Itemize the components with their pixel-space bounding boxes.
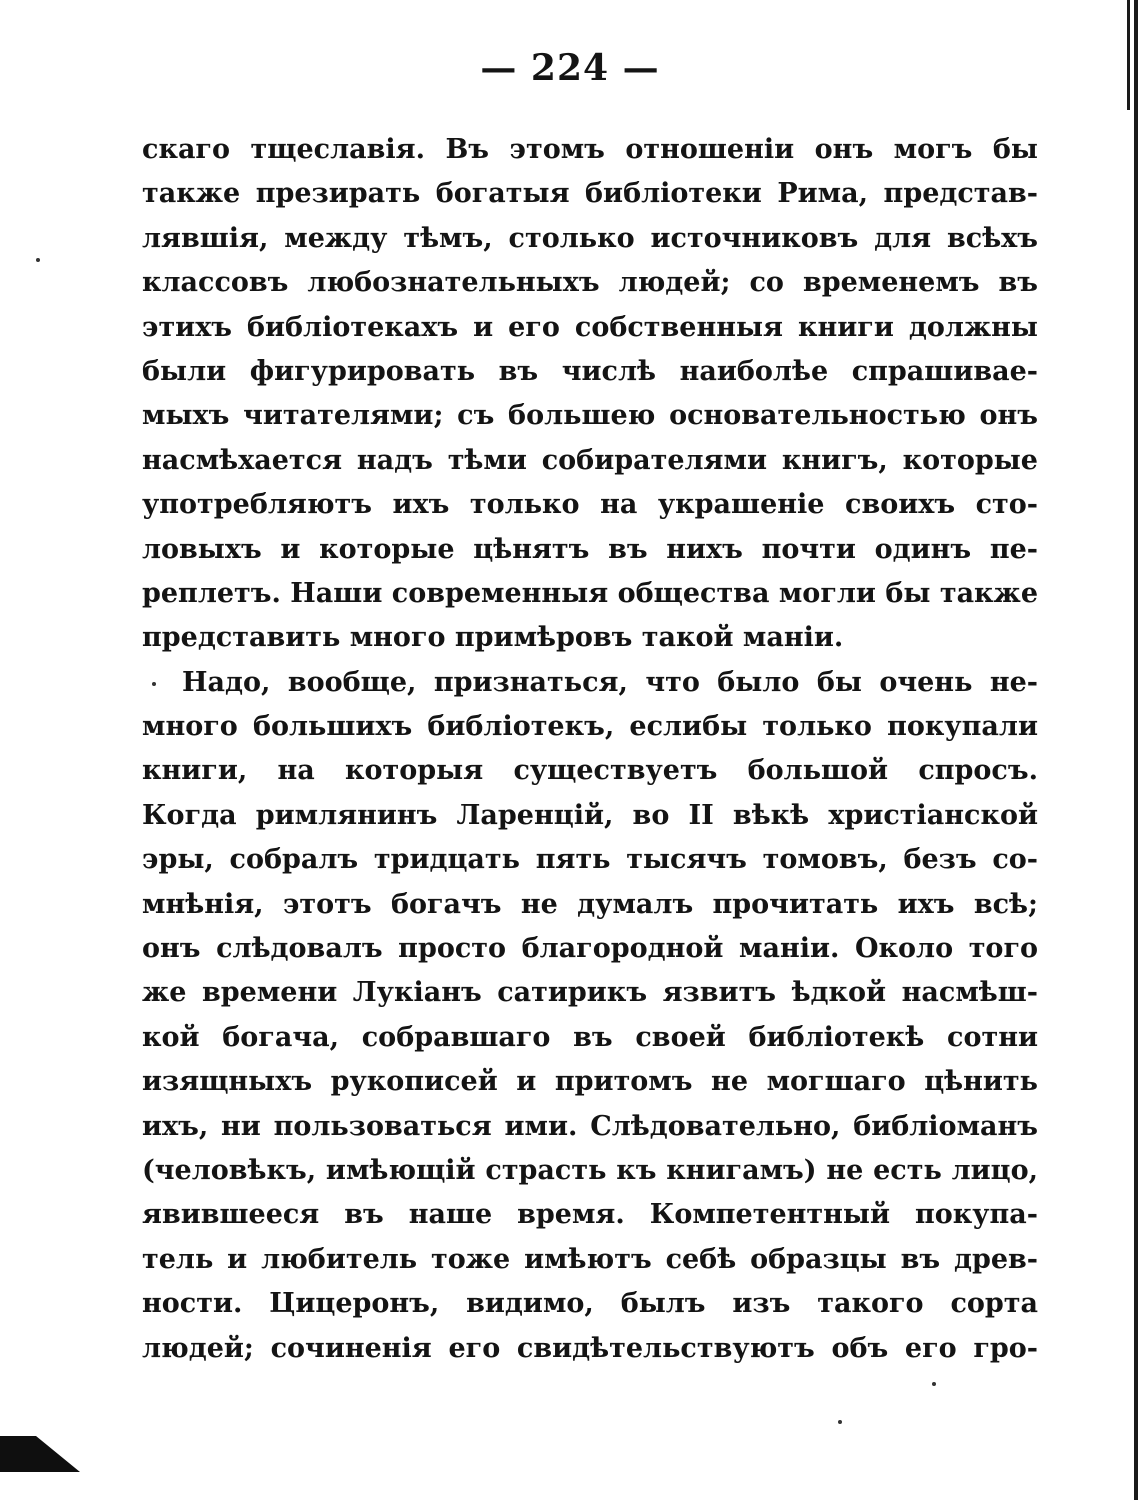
text-line: (человѣкъ, имѣющій страсть къ книгамъ) не есть лицо, — [142, 1154, 1038, 1186]
page-number: — 224 — — [480, 47, 660, 89]
text-line: скаго тщеславія. Въ этомъ отношеніи онъ могъ бы — [142, 134, 1038, 165]
scan-speck — [838, 1420, 842, 1424]
text-line: этихъ библіотекахъ и его собственныя книги должны — [142, 311, 1038, 343]
text-line: книги, на которыя существуетъ большой спросъ. — [142, 755, 1038, 787]
body-text — [142, 128, 1038, 1371]
text-line: классовъ любознательныхъ людей; со временемъ въ — [142, 267, 1038, 299]
text-line: онъ слѣдовалъ просто благородной маніи. Около того — [142, 933, 1038, 965]
text-line: же времени Лукіанъ сатирикъ язвитъ ѣдкой насмѣш- — [142, 977, 1038, 1009]
text-line: Когда римлянинъ Ларенцій, во II вѣкѣ христіанской — [142, 799, 1038, 831]
text-line: были фигурировать въ числѣ наиболѣе спрашивае- — [142, 355, 1038, 387]
text-line: много большихъ библіотекъ, еслибы только покупали — [142, 711, 1038, 743]
text-line: эры, собралъ тридцать пять тысячъ томовъ, безъ со- — [142, 844, 1038, 876]
scan-right-edge-rule — [1134, 0, 1138, 1500]
text-line: представить много примѣровъ такой маніи. — [142, 622, 844, 654]
text-line: людей; сочиненія его свидѣтельствуютъ объ его гро- — [142, 1332, 1038, 1364]
text-line: ности. Цицеронъ, видимо, былъ изъ такого сорта — [142, 1288, 1038, 1320]
text-line: Надо, вообще, признаться, что было бы очень не- — [182, 666, 1038, 698]
text-line: также презирать богатыя библіотеки Рима, представ- — [142, 178, 1038, 210]
text-line: мыхъ читателями; съ большею основательностью онъ — [142, 400, 1038, 432]
text-line: изящныхъ рукописей и притомъ не могшаго цѣнить — [142, 1066, 1038, 1098]
text-line: лявшія, между тѣмъ, столько источниковъ для всѣхъ — [142, 222, 1038, 254]
scan-speck — [36, 258, 40, 262]
text-line: ихъ, ни пользоваться ими. Слѣдовательно, библіоманъ — [142, 1110, 1038, 1142]
text-line: кой богача, собравшаго въ своей библіотекѣ сотни — [142, 1021, 1038, 1053]
text-line: реплетъ. Наши современныя общества могли бы также — [142, 577, 1038, 609]
text-line: ловыхъ и которые цѣнятъ въ нихъ почти одинъ пе- — [142, 533, 1038, 565]
scan-speck — [932, 1382, 936, 1386]
text-line: насмѣхается надъ тѣми собирателями книгъ, которые — [142, 444, 1038, 476]
scan-corner-blot — [0, 1436, 80, 1472]
text-line: мнѣнія, этотъ богачъ не думалъ прочитать ихъ всѣ; — [142, 888, 1038, 920]
text-line: тель и любитель тоже имѣютъ себѣ образцы въ древ- — [142, 1243, 1038, 1275]
text-line: явившееся въ наше время. Компетентный покупа- — [142, 1199, 1038, 1231]
text-line: употребляютъ ихъ только на украшеніе своихъ сто- — [142, 489, 1038, 521]
scan-speck — [152, 682, 156, 686]
